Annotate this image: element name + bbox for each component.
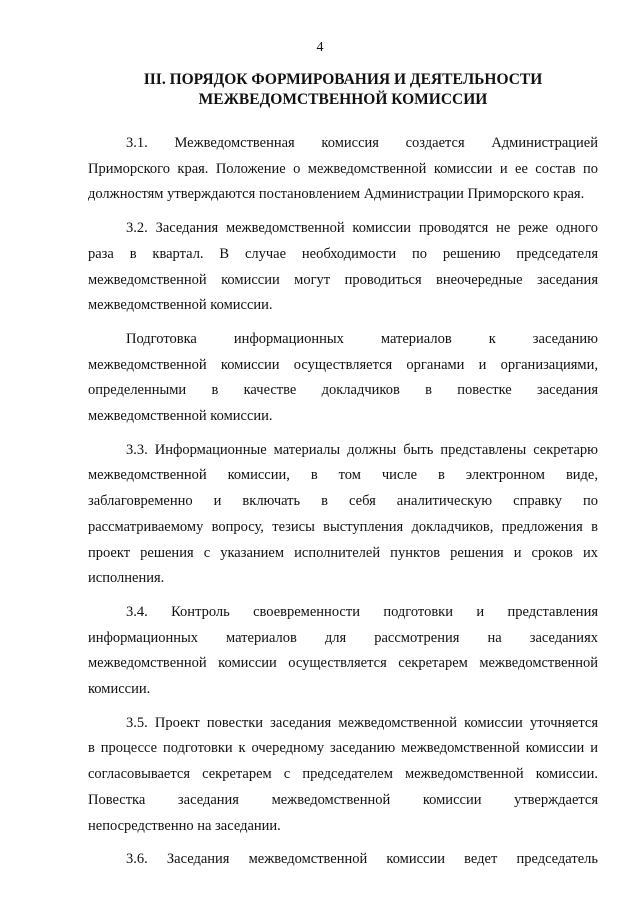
paragraph-line: 3.1. Межведомственная комиссия создается Администрацией [126,135,598,151]
paragraph [88,600,598,703]
paragraph-line: 3.4. Контроль своевременности подготовки и представления [126,603,598,620]
paragraph-line: межведомственной комиссии. [88,297,273,314]
page-number: 4 [316,40,324,55]
paragraph-line: межведомственной комиссии. [88,408,273,425]
paragraph-line: должностям утверждаются постановлением Администрации Приморского края. [88,186,585,203]
paragraph-line: комиссии. [88,681,151,698]
paragraph-line: Повестка заседания межведомственной комиссии утверждается [88,791,598,808]
section-title-line-2: МЕЖВЕДОМСТВЕННОЙ КОМИССИИ [198,91,488,108]
paragraph-line: Приморского края. Положение о межведомственной комиссии и ее состав по [88,160,598,177]
paragraph [88,327,598,430]
paragraph-line: заблаговременно и включать в себя аналитическую справку по [88,493,598,510]
paragraph [88,711,598,840]
paragraph-line: межведомственной комиссии, в том числе в электронном виде, [88,467,598,484]
paragraph-line: исполнения. [88,570,165,587]
paragraph-line: непосредственно на заседании. [88,817,281,834]
paragraph-line: межведомственной комиссии осуществляется органами и организациями, [88,356,598,373]
section-title [88,70,598,110]
paragraph-line: информационных материалов для рассмотрения на заседаниях [88,629,598,646]
paragraph-line: 3.5. Проект повестки заседания межведомственной комиссии уточняется [126,714,598,731]
paragraph-line: Подготовка информационных материалов к заседанию [126,330,598,347]
paragraph-line: раза в квартал. В случае необходимости по решению председателя [88,245,598,262]
paragraph [88,438,598,592]
paragraph-line: согласовывается секретарем с председателем межведомственной комиссии. [88,766,598,783]
paragraph [88,847,598,873]
document-body [88,131,598,881]
paragraph-line: определенными в качестве докладчиков в повестке заседания [88,382,598,399]
paragraph-line: в процессе подготовки к очередному заседанию межведомственной комиссии и [88,740,598,757]
paragraph-line: 3.3. Информационные материалы должны быть представлены секретарю [126,441,598,458]
paragraph-line: межведомственной комиссии осуществляется секретарем межведомственной [88,655,598,672]
paragraph [88,131,598,208]
paragraph-line: 3.2. Заседания межведомственной комиссии проводятся не реже одного [126,220,598,237]
section-title-line-1: III. ПОРЯДОК ФОРМИРОВАНИЯ И ДЕЯТЕЛЬНОСТИ [143,71,543,88]
paragraph-line: рассматриваемому вопросу, тезисы выступления докладчиков, предложения в [88,518,598,535]
paragraph-line: межведомственной комиссии могут проводиться внеочередные заседания [88,271,598,288]
paragraph [88,216,598,319]
paragraph-line: 3.6. Заседания межведомственной комиссии ведет председатель [126,851,598,868]
paragraph-line: проект решения с указанием исполнителей пунктов решения и сроков их [88,544,598,561]
